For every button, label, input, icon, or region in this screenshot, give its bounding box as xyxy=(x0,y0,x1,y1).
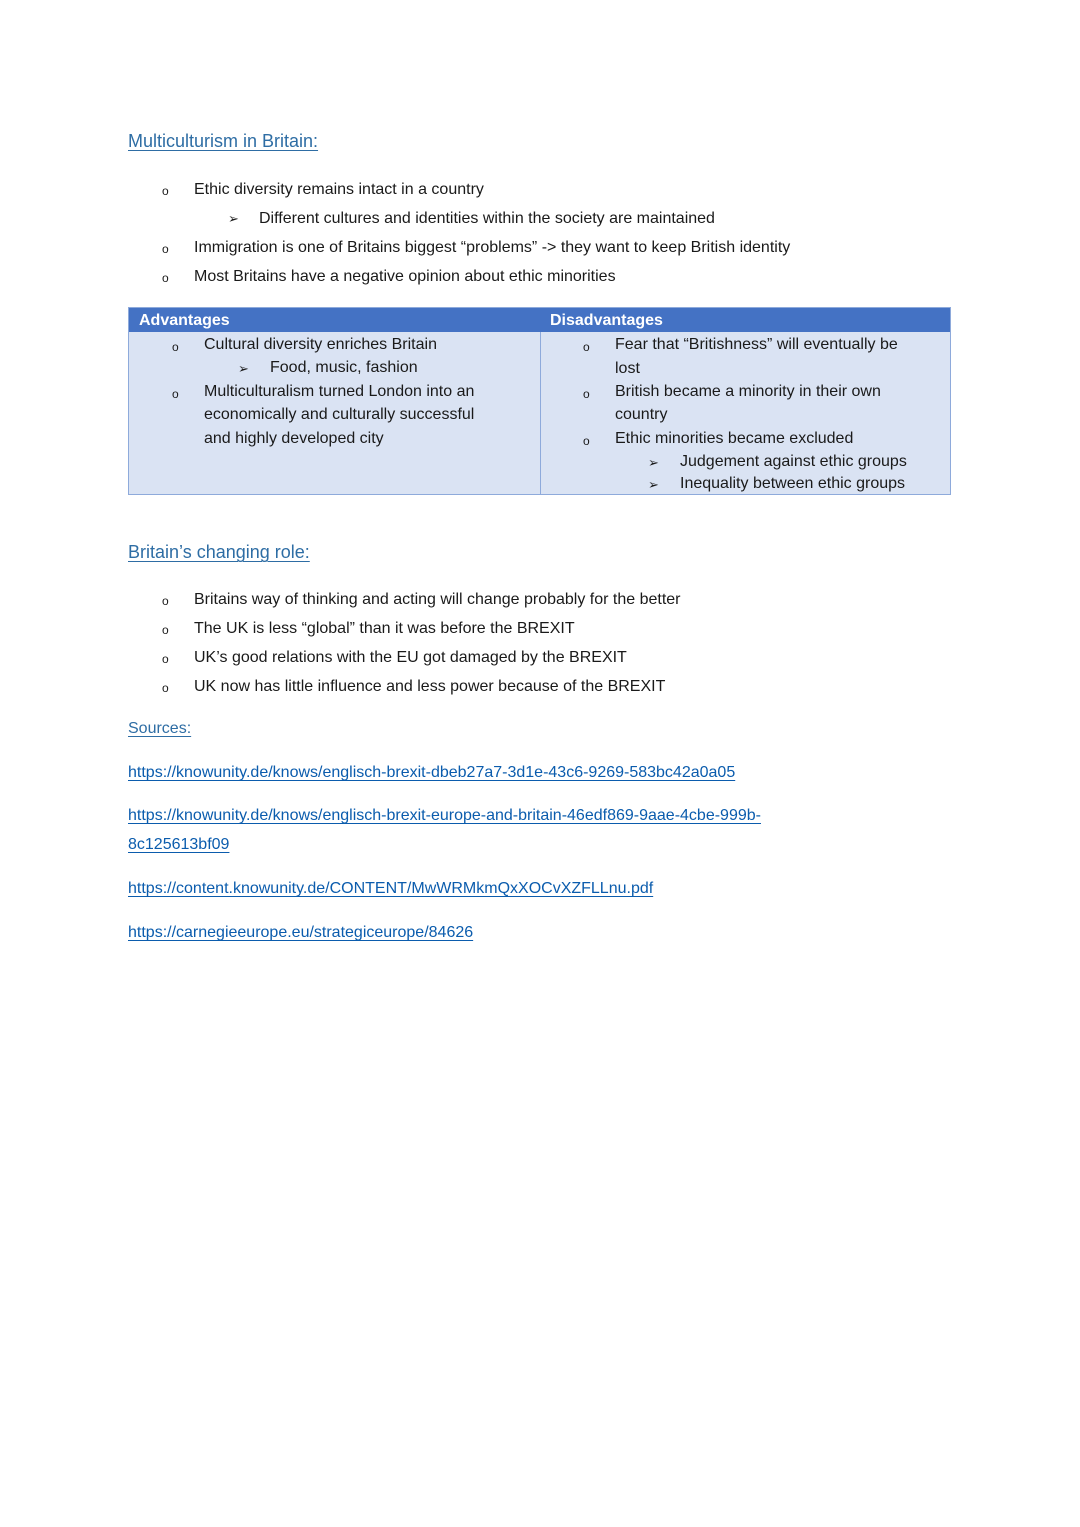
arrow-bullet-icon: ➢ xyxy=(648,455,659,470)
bullet-icon: o xyxy=(583,340,590,354)
bullet-icon: o xyxy=(162,184,169,198)
table-header-row xyxy=(129,308,950,332)
list-item-text: Britains way of thinking and acting will change probably for the better xyxy=(194,591,681,608)
bullet-icon: o xyxy=(162,271,169,285)
arrow-bullet-icon: ➢ xyxy=(238,361,249,376)
advantage-item-cont: and highly developed city xyxy=(204,430,384,447)
source-link-2[interactable]: https://knowunity.de/knows/englisch-brexit-europe-and-britain-46edf869-9aae-4cbe-999b- xyxy=(128,807,761,824)
bullet-icon: o xyxy=(162,623,169,637)
disadvantage-item: Ethic minorities became excluded xyxy=(615,430,854,447)
list-item-text: UK’s good relations with the EU got damaged by the BREXIT xyxy=(194,649,627,666)
list-item-text: UK now has little influence and less power because of the BREXIT xyxy=(194,678,666,695)
advantage-item: Multiculturalism turned London into an xyxy=(204,383,475,400)
disadvantage-item: Fear that “Britishness” will eventually be xyxy=(615,336,898,353)
bullet-icon: o xyxy=(172,387,179,401)
list-item-text: Most Britains have a negative opinion about ethic minorities xyxy=(194,268,616,285)
source-link-3[interactable]: https://content.knowunity.de/CONTENT/MwWRMkmQxXOCvXZFLLnu.pdf xyxy=(128,880,654,897)
heading-multiculturism: Multiculturism in Britain: xyxy=(128,131,319,151)
source-link-1[interactable]: https://knowunity.de/knows/englisch-brexit-dbeb27a7-3d1e-43c6-9269-583bc42a0a05 xyxy=(128,764,736,781)
arrow-bullet-icon: ➢ xyxy=(648,477,659,492)
advantage-subitem: Food, music, fashion xyxy=(270,359,418,376)
list-item-text: The UK is less “global” than it was before the BREXIT xyxy=(194,620,575,637)
bullet-icon: o xyxy=(172,340,179,354)
column-divider xyxy=(540,332,541,495)
advantage-item-cont: economically and culturally successful xyxy=(204,406,475,423)
heading-changing-role: Britain’s changing role: xyxy=(128,542,310,562)
list-item-text: Ethic diversity remains intact in a country xyxy=(194,181,484,198)
bullet-icon: o xyxy=(162,652,169,666)
bullet-icon: o xyxy=(162,681,169,695)
disadvantage-item-cont: lost xyxy=(615,360,640,377)
bullet-icon: o xyxy=(162,594,169,608)
bullet-icon: o xyxy=(583,434,590,448)
list-item-text: Different cultures and identities within the society are maintained xyxy=(259,210,715,227)
disadvantages-header: Disadvantages xyxy=(550,312,663,329)
disadvantage-item: British became a minority in their own xyxy=(615,383,881,400)
disadvantage-item-cont: country xyxy=(615,406,668,423)
bullet-icon: o xyxy=(162,242,169,256)
disadvantage-subitem: Inequality between ethic groups xyxy=(680,475,906,492)
bullet-icon: o xyxy=(583,387,590,401)
pros-cons-table xyxy=(128,307,951,495)
arrow-bullet-icon: ➢ xyxy=(228,211,239,226)
advantages-header: Advantages xyxy=(139,312,230,329)
source-link-4[interactable]: https://carnegieeurope.eu/strategiceurope/84626 xyxy=(128,924,474,941)
list-item-text: Immigration is one of Britains biggest “problems” -> they want to keep British identity xyxy=(194,239,791,256)
source-link-2-cont[interactable]: 8c125613bf09 xyxy=(128,836,230,853)
disadvantage-subitem: Judgement against ethic groups xyxy=(680,453,907,470)
advantage-item: Cultural diversity enriches Britain xyxy=(204,336,437,353)
sources-label: Sources: xyxy=(128,720,192,737)
